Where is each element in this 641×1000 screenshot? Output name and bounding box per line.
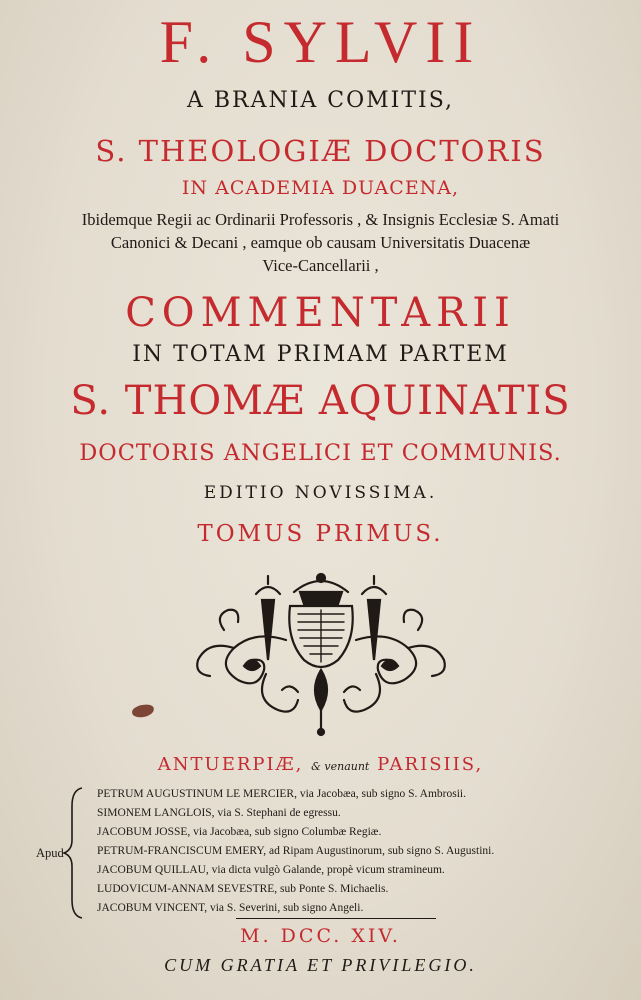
author-office-line-1: Ibidemque Regii ac Ordinarii Professoris , & Insignis Ecclesiæ S. Amati (81, 210, 560, 229)
author-office-line-3: Vice-Cancellarii , (262, 256, 379, 275)
publisher-line: SIMONEM LANGLOIS, via S. Stephani de egressu. (97, 807, 341, 819)
subject-name: S. THOMÆ AQUINATIS (70, 378, 571, 424)
work-title: COMMENTARII (125, 290, 516, 336)
author-degree: S. THEOLOGIÆ DOCTORIS (95, 134, 546, 168)
publisher-line: LUDOVICUM-ANNAM SEVESTRE, sub Ponte S. Michaelis. (97, 883, 389, 895)
privilege-statement: CUM GRATIA ET PRIVILEGIO. (164, 955, 477, 975)
author-title-line: A BRANIA COMITIS, (186, 88, 455, 113)
ink-blot (131, 704, 154, 719)
publisher-line: JACOBUM JOSSE, via Jacobæa, sub signo Columbæ Regiæ. (97, 826, 382, 838)
work-subtitle: IN TOTAM PRIMAM PARTEM (132, 342, 509, 367)
divider-rule (236, 918, 436, 919)
volume-statement: TOMUS PRIMUS. (197, 521, 444, 547)
author-office-line-2: Canonici & Decani , eamque ob causam Universitatis Duacenæ (110, 233, 531, 252)
publisher-line: PETRUM-FRANCISCUM EMERY, ad Ripam Augustinorum, sub signo S. Augustini. (97, 845, 495, 857)
place-paris: PARISIIS, (377, 754, 484, 775)
imprint-place (0, 754, 641, 775)
apud-label: Apud (36, 846, 64, 860)
imprint-date: M. DCC. XIV. (240, 925, 401, 947)
publisher-line: JACOBUM VINCENT, via S. Severini, sub signo Angeli. (97, 902, 364, 914)
author-name: F. SYLVII (159, 9, 482, 75)
author-academy: IN ACADEMIA DUACENA, (181, 177, 460, 199)
place-antwerp: ANTUERPIÆ, (157, 754, 304, 775)
publisher-line: PETRUM AUGUSTINUM LE MERCIER, via Jacobæa, sub signo S. Ambrosii. (97, 788, 466, 800)
place-connector: & venaunt (311, 760, 370, 773)
fleuron-ornament-icon (194, 570, 448, 740)
subject-epithet: DOCTORIS ANGELICI ET COMMUNIS. (79, 440, 562, 466)
publisher-line: JACOBUM QUILLAU, via dicta vulgò Galande, propè vicum stramineum. (97, 864, 445, 876)
edition-statement: EDITIO NOVISSIMA. (203, 483, 438, 503)
